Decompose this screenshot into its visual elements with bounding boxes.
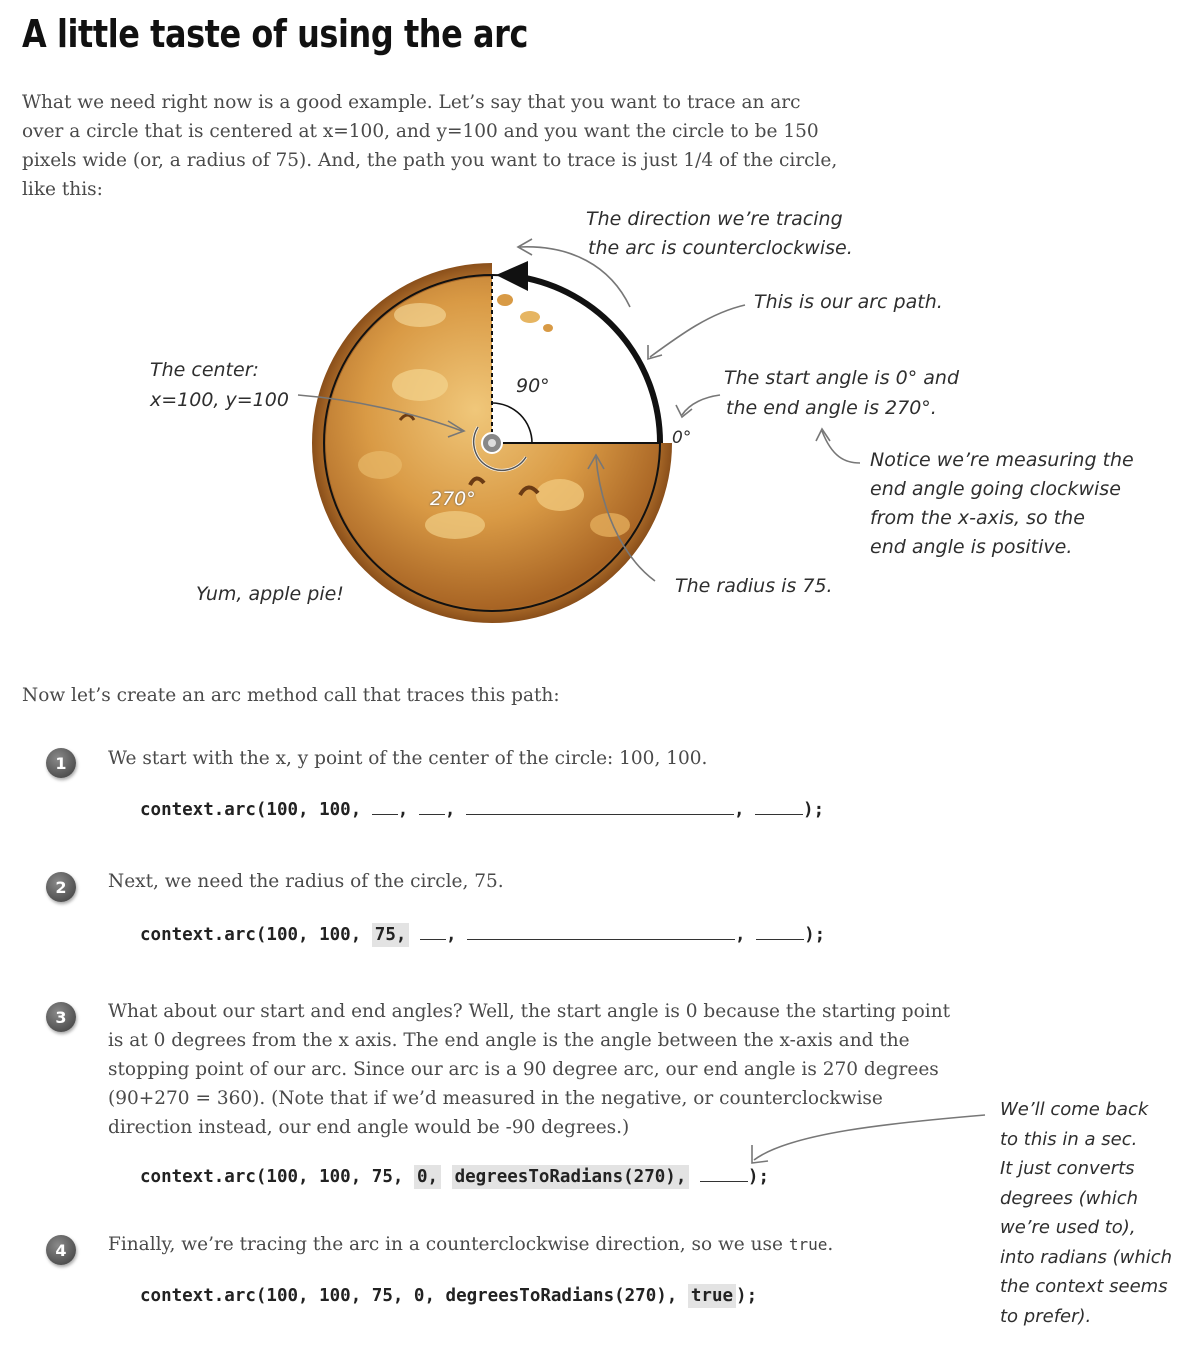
code-suffix: ); [803, 800, 825, 820]
center-note-line2: x=100, y=100 [150, 389, 289, 411]
side-note-line: degrees (which [1000, 1187, 1139, 1209]
arc-path [520, 277, 660, 443]
blank-start [419, 800, 445, 815]
code-highlight-start: 0, [414, 1165, 441, 1189]
step-1-text: We start with the x, y point of the center of the circle: 100, 100. [108, 748, 708, 769]
side-note-line: the context seems [1000, 1276, 1168, 1297]
page-title: A little taste of using the arc [22, 12, 528, 56]
clockwise-note-line1: Notice we’re measuring the [870, 449, 1134, 471]
side-note-arrow [740, 1105, 1000, 1175]
side-note [1000, 1095, 1172, 1331]
code-suffix: ); [736, 1286, 758, 1306]
code-highlight-end: degreesToRadians(270), [452, 1165, 690, 1189]
step-4-code [140, 1286, 757, 1306]
step-4-badge: 4 [46, 1235, 76, 1265]
arc-path-note: This is our arc path. [754, 291, 943, 313]
side-note-line: to prefer). [1000, 1305, 1092, 1327]
radius-note: The radius is 75. [675, 575, 833, 597]
blank-start [420, 925, 446, 940]
clockwise-note-line3: from the x-axis, so the [870, 507, 1085, 529]
start-end-note-line1: The start angle is 0° and [724, 367, 960, 389]
code-highlight-radius: 75, [372, 923, 410, 947]
side-note-line: we’re used to), [1000, 1217, 1136, 1238]
blank-end [467, 925, 735, 940]
clockwise-note-line4: end angle is positive. [870, 536, 1073, 558]
direction-note-line2: the arc is counterclockwise. [588, 237, 853, 259]
step-2-badge: 2 [46, 872, 76, 902]
code-prefix: context.arc(100, 100, 75, [140, 1167, 414, 1187]
pie-note: Yum, apple pie! [196, 583, 344, 605]
step-4-text-after: . [827, 1234, 834, 1255]
side-note-line: We’ll come back [1000, 1099, 1149, 1120]
blank-direction [756, 925, 804, 940]
clockwise-note-line2: end angle going clockwise [870, 478, 1121, 500]
side-note-line: into radians (which [1000, 1246, 1173, 1268]
angle-0-label: 0° [672, 428, 692, 448]
direction-note-line1: The direction we’re tracing [586, 208, 843, 230]
angle-270-label: 270° [430, 488, 476, 510]
center-note-line1: The center: [150, 359, 259, 381]
step-4-inline-code: true [788, 1235, 828, 1254]
angle-90-label: 90° [516, 375, 550, 397]
code-prefix: context.arc(100, 100, [140, 800, 372, 820]
blank-end [466, 800, 734, 815]
code-highlight-direction: true [688, 1284, 736, 1308]
arrowhead [496, 261, 528, 291]
start-end-note-line2: the end angle is 270°. [726, 397, 937, 419]
code-suffix: ); [747, 1167, 769, 1187]
step-2-text: Next, we need the radius of the circle, 75. [108, 871, 504, 892]
side-note-line: It just converts [1000, 1158, 1135, 1179]
blank-direction [755, 800, 803, 815]
blank-radius [372, 800, 398, 815]
side-note-line: to this in a sec. [1000, 1128, 1138, 1150]
step-4-text [108, 1230, 968, 1259]
step-3-code [140, 1167, 769, 1187]
code-prefix: context.arc(100, 100, 75, 0, degreesToRadians(270), [140, 1286, 688, 1306]
step-4-text-before: Finally, we’re tracing the arc in a counterclockwise direction, so we use [108, 1234, 789, 1255]
step-2-code: context.arc(100, 100, 75, , , ); [140, 925, 826, 945]
code-prefix: context.arc(100, 100, [140, 925, 372, 945]
code-suffix: ); [804, 925, 826, 945]
intro-paragraph: What we need right now is a good example. Let’s say that you want to trace an arc over a circle that is centered at x=100, and y=100 and you want the circle to be 150 pixels wide (or, a radius of 75). And, the path you want to trace is just 1/4 of the circle, like this: [22, 92, 838, 200]
step-3-badge: 3 [46, 1002, 76, 1032]
lead-sentence: Now let’s create an arc method call that traces this path: [22, 685, 560, 706]
step-3-text: What about our start and end angles? Well, the start angle is 0 because the starting point is at 0 degrees from the x axis. The end angle is the angle between the x-axis and the stopping point of our arc. Since our arc is a 90 degree arc, our end angle is 270 degrees (90+270 = 360). (Note that if we’d measured in the negative, or counterclockwise direction instead, our end angle would be -90 degrees.) [108, 1001, 951, 1138]
step-1-code: context.arc(100, 100, , , , ); [140, 800, 825, 820]
step-1-badge: 1 [46, 748, 76, 778]
